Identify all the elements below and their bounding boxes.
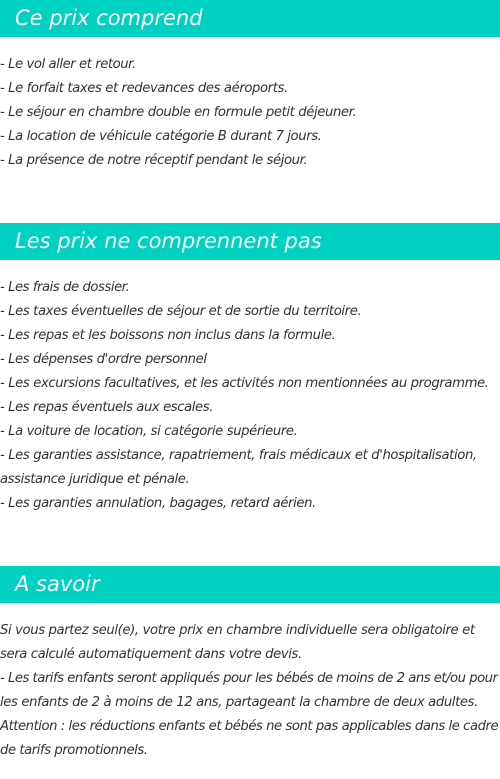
section-title-not-included: Les prix ne comprennent pas [15,229,322,253]
section-body-included [0,53,500,173]
section-title-good-to-know: A savoir [15,572,100,596]
not-included-line: - Les frais de dossier. [0,280,130,295]
not-included-line: - Les garanties assistance, rapatriement, frais médicaux et d'hospitalisation, [0,448,477,463]
section-title-included: Ce prix comprend [15,6,203,30]
not-included-line: - Les dépenses d'ordre personnel [0,352,207,367]
not-included-line: - Les garanties annulation, bagages, retard aérien. [0,496,316,511]
not-included-line: - Les repas éventuels aux escales. [0,400,213,415]
not-included-line: assistance juridique et pénale. [0,472,190,487]
included-line: - La présence de notre réceptif pendant le séjour. [0,153,308,168]
section-body-good-to-know [0,619,500,763]
good-to-know-line: de tarifs promotionnels. [0,743,148,758]
section-header-not-included [0,223,500,260]
not-included-line: - La voiture de location, si catégorie supérieure. [0,424,298,439]
included-line: - La location de véhicule catégorie B durant 7 jours. [0,129,322,144]
good-to-know-line: les enfants de 2 à moins de 12 ans, partageant la chambre de deux adultes. [0,695,478,710]
not-included-line: - Les repas et les boissons non inclus dans la formule. [0,328,336,343]
not-included-line: - Les excursions facultatives, et les activités non mentionnées au programme. [0,376,489,391]
section-header-good-to-know [0,566,500,603]
included-line: - Le vol aller et retour. [0,57,136,72]
good-to-know-line: Si vous partez seul(e), votre prix en chambre individuelle sera obligatoire et [0,623,475,638]
good-to-know-line: Attention : les réductions enfants et bébés ne sont pas applicables dans le cadre [0,719,499,734]
included-line: - Le séjour en chambre double en formule petit déjeuner. [0,105,357,120]
good-to-know-line: - Les tarifs enfants seront appliqués pour les bébés de moins de 2 ans et/ou pour [0,671,498,686]
section-header-included [0,0,500,37]
not-included-line: - Les taxes éventuelles de séjour et de sortie du territoire. [0,304,362,319]
section-body-not-included [0,276,500,516]
included-line: - Le forfait taxes et redevances des aéroports. [0,81,288,96]
good-to-know-line: sera calculé automatiquement dans votre devis. [0,647,302,662]
